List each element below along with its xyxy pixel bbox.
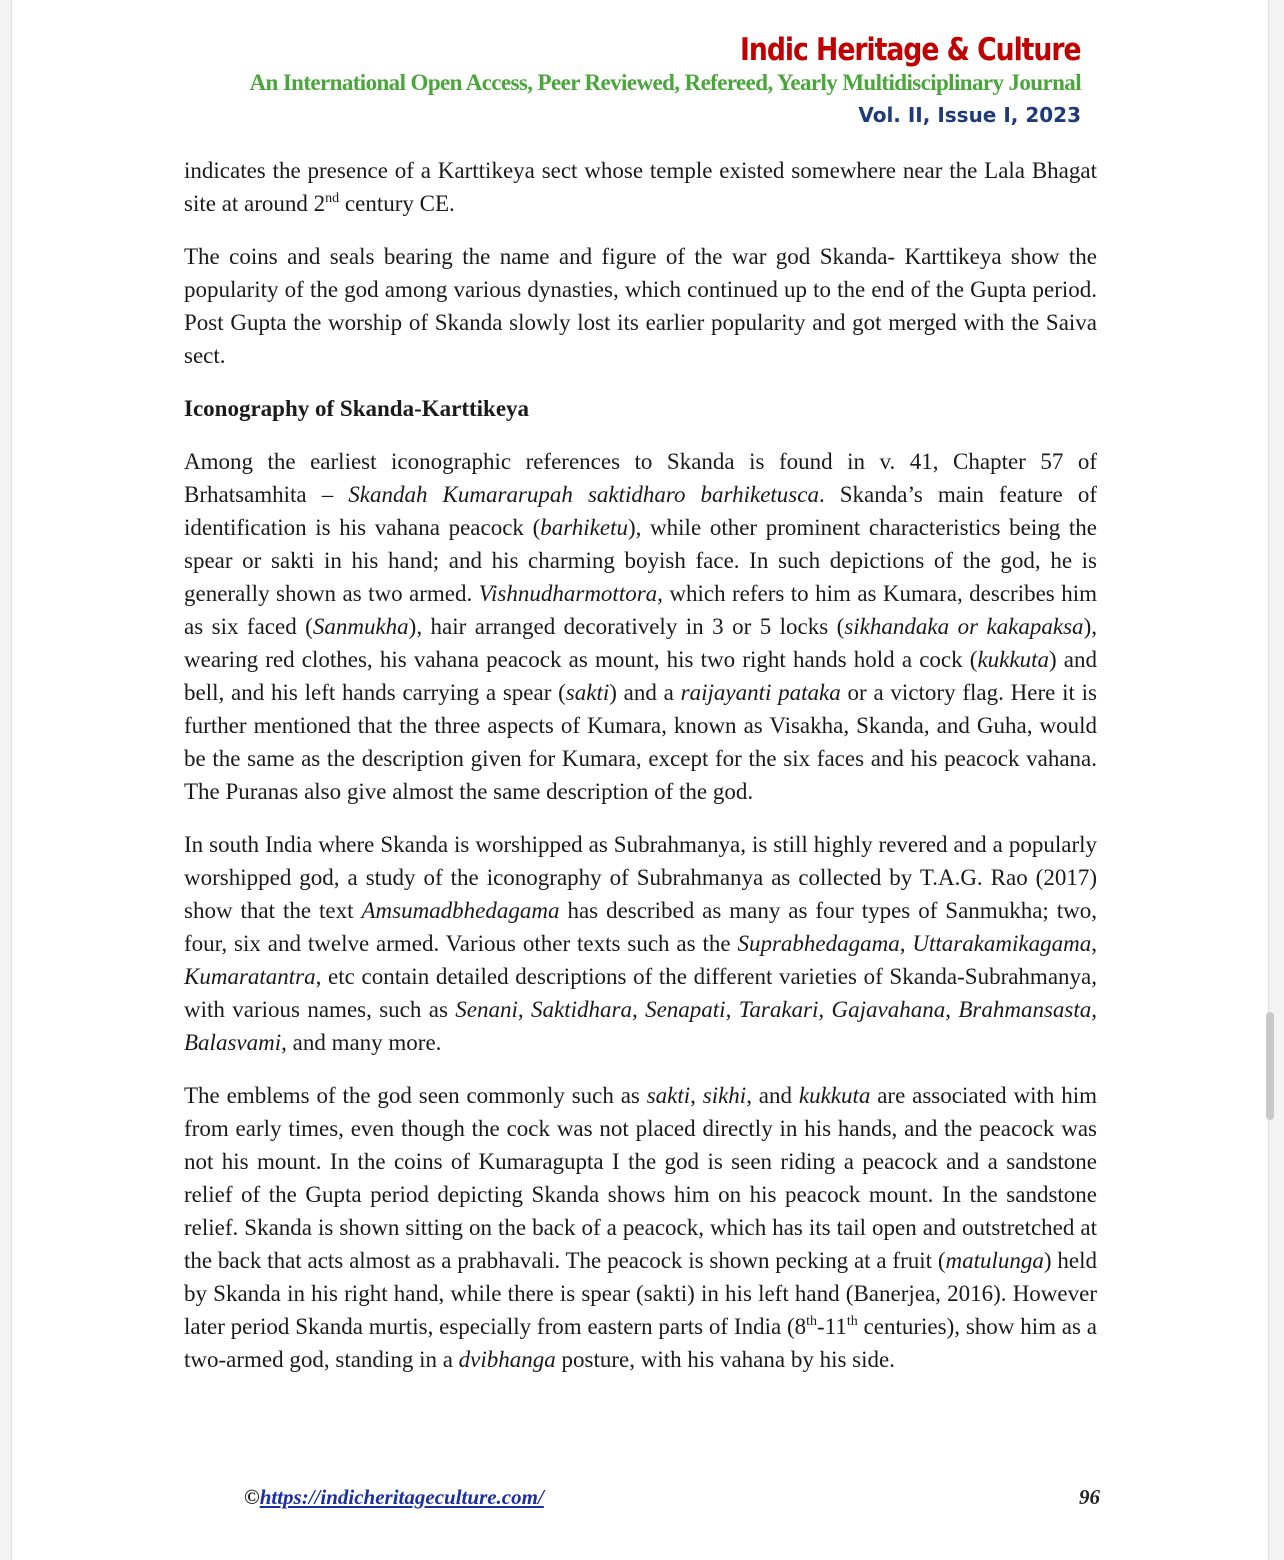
paragraph-2: The coins and seals bearing the name and figure of the war god Skanda- Karttikeya show the popularity of the god among various dynasties, which continued up to the end of the Gupta period. Post Gupta the worship of Skanda slowly lost its earlier popularity and got merged with the Saiva sect. xyxy=(184,244,1097,368)
journal-title: Indic Heritage & Culture xyxy=(740,32,1081,68)
journal-subtitle: An International Open Access, Peer Reviewed, Refereed, Yearly Multidisciplinary Journal xyxy=(249,70,1081,95)
paragraph-1: indicates the presence of a Karttikeya sect whose temple existed somewhere near the Lala Bhagat site at around 2nd century CE. xyxy=(184,158,1097,216)
copyright-symbol: © xyxy=(244,1485,260,1509)
journal-header xyxy=(249,30,1081,132)
paragraph-4: In south India where Skanda is worshipped as Subrahmanya, is still highly revered and a popularly worshipped god, a study of the iconography of Subrahmanya as collected by T.A.G. Rao (2017) show that the text Amsumadbhedagama has described as many as four types of Sanmukha; two, four, six and twelve armed. Various other texts such as the Suprabhedagama, Uttarakamikagama, Kumaratantra, etc contain detailed descriptions of the different varieties of Skanda-Subrahmanya, with various names, such as Senani, Saktidhara, Senapati, Tarakari, Gajavahana, Brahmansasta, Balasvami, and many more. xyxy=(184,832,1097,1055)
document-page xyxy=(12,0,1268,1560)
article-body xyxy=(184,154,1097,1396)
page-footer xyxy=(244,1485,1104,1510)
paragraph-5: The emblems of the god seen commonly such as sakti, sikhi, and kukkuta are associated with him from early times, even though the cock was not placed directly in his hands, and the peacock was not his mount. In the coins of Kumaragupta I the god is seen riding a peacock and a sandstone relief of the Gupta period depicting Skanda shows him on his peacock mount. In the sandstone relief. Skanda is shown sitting on the back of a peacock, which has its tail open and outstretched at the back that acts almost as a prabhavali. The peacock is shown pecking at a fruit (matulunga) held by Skanda in his right hand, while there is spear (sakti) in his left hand (Banerjea, 2016). However later period Skanda murtis, especially from eastern parts of India (8th-11th centuries), show him as a two-armed god, standing in a dvibhanga posture, with his vahana by his side. xyxy=(184,1083,1098,1372)
page-number: 96 xyxy=(1079,1485,1100,1509)
journal-website-link[interactable]: https://indicheritageculture.com/ xyxy=(259,1485,544,1509)
vertical-scrollbar-thumb[interactable] xyxy=(1266,1012,1274,1120)
section-heading: Iconography of Skanda-Karttikeya xyxy=(184,396,530,421)
journal-volume: Vol. II, Issue I, 2023 xyxy=(858,103,1081,127)
paragraph-3: Among the earliest iconographic references to Skanda is found in v. 41, Chapter 57 of Brhatsamhita – Skandah Kumararupah saktidharo barhiketusca. Skanda’s main feature of identification is his vahana peacock (barhiketu), while other prominent characteristics being the spear or sakti in his hand; and his charming boyish face. In such depictions of the god, he is generally shown as two armed. Vishnudharmottora, which refers to him as Kumara, describes him as six faced (Sanmukha), hair arranged decoratively in 3 or 5 locks (sikhandaka or kakapaksa), wearing red clothes, his vahana peacock as mount, his two right hands hold a cock (kukkuta) and bell, and his left hands carrying a spear (sakti) and a raijayanti pataka or a victory flag. Here it is further mentioned that the three aspects of Kumara, known as Visakha, Skanda, and Guha, would be the same as the description given for Kumara, except for the six faces and his peacock vahana. The Puranas also give almost the same description of the god. xyxy=(184,449,1097,804)
